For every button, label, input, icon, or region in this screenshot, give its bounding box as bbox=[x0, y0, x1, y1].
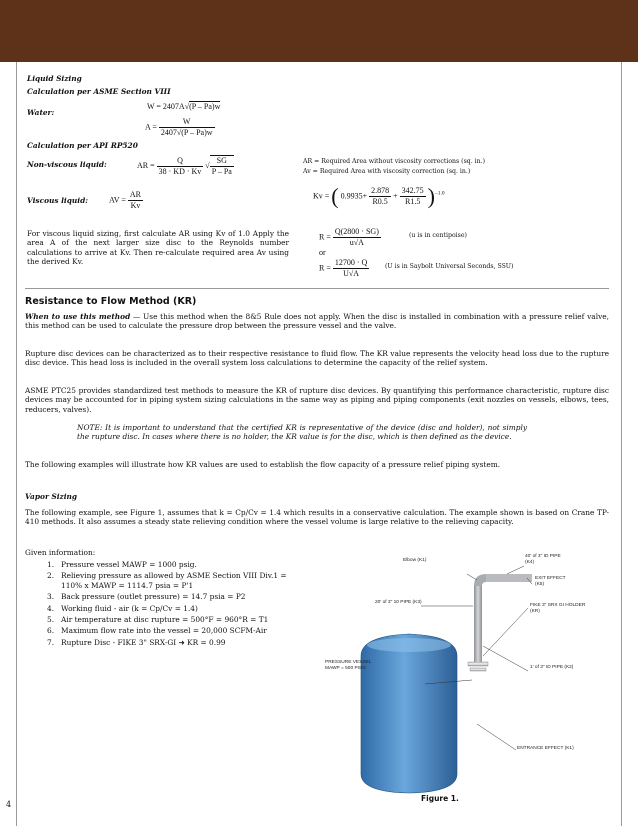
water-eq2-den: 2407 bbox=[160, 128, 177, 137]
kv-exponent: –1.0 bbox=[434, 190, 445, 197]
water-equation-1 bbox=[147, 102, 220, 112]
r2-den: U√A bbox=[343, 269, 360, 278]
nonviscous-equation: AR = $\frac{Q}{38 \cdot KD \cdot Kv}$ √ $\frac{SG}{P - Pa}$ bbox=[137, 155, 232, 176]
pipe-20ft bbox=[474, 586, 482, 662]
document-page bbox=[16, 62, 622, 826]
given-item: 2. Relieving pressure as allowed by ASME Section VIII Div.1 = 110% x MAWP = 1114.7 psia = P'1 bbox=[47, 571, 287, 590]
or-text: or bbox=[319, 248, 326, 257]
water-label: Water: bbox=[27, 108, 55, 117]
label-pipe-40: 40' of 3" ID PIPE (K4) bbox=[525, 554, 561, 565]
r1-lhs: R = bbox=[319, 232, 331, 242]
vessel-top-highlight bbox=[367, 638, 451, 652]
resistance-paragraph-2: ASME PTC25 provides standardized test methods to measure the KR of rupture disc devices. By quantifying this performance characteristic, rupture disc devices may be accounted for in piping system sizing calculations in the same way as piping and piping components (exit nozzles on vessels, elbows, tees, reducers, valves). bbox=[25, 386, 609, 414]
nonvisc-rad-num: SG bbox=[210, 156, 234, 167]
resistance-heading: Resistance to Flow Method (KR) bbox=[25, 296, 197, 307]
given-item: 5. Air temperature at disc rupture = 500°F = 960°R = T1 bbox=[47, 615, 269, 625]
kv-constant: 0.9935+ bbox=[340, 191, 368, 201]
kv-lhs: Kv = bbox=[313, 191, 330, 201]
sqrt-symbol: √ bbox=[184, 102, 190, 111]
left-paren: ( bbox=[331, 183, 339, 209]
visc-lhs: AV = bbox=[109, 195, 126, 205]
figure-caption: Figure 1. bbox=[421, 794, 459, 803]
given-item: 6. Maximum flow rate into the vessel = 20,000 SCFM-Air bbox=[47, 626, 267, 636]
given-list bbox=[47, 560, 287, 649]
water-eq2-rad: (P – Pa)w bbox=[181, 128, 213, 137]
r1-num: Q(2800 · SG) bbox=[334, 227, 379, 236]
viscous-label: Viscous liquid: bbox=[27, 196, 88, 205]
visc-den: Kv bbox=[130, 201, 141, 210]
api-heading: Calculation per API RP520 bbox=[27, 141, 138, 150]
given-item: 3. Back pressure (outlet pressure) = 14.7 psia = P2 bbox=[47, 592, 246, 602]
water-eq2-num: W bbox=[159, 117, 215, 128]
when-to-use-paragraph bbox=[25, 312, 609, 331]
label-pipe-1: 1' of 3" ID PIPE (K2) bbox=[530, 665, 574, 670]
kv-plus: + bbox=[393, 191, 398, 201]
pipe-40ft bbox=[486, 574, 532, 582]
when-lead: When to use this method bbox=[25, 312, 131, 321]
viscous-equation bbox=[109, 190, 143, 211]
liquid-sizing-heading: Liquid Sizing bbox=[27, 74, 82, 83]
label-elbow: Elbow (K1) bbox=[403, 558, 427, 563]
r1-note: (u is in centipoise) bbox=[409, 232, 467, 239]
right-paren: ) bbox=[427, 183, 435, 209]
nonvisc-rad-den: P – Pa bbox=[211, 167, 232, 176]
water-eq2-lhs: A = bbox=[145, 122, 157, 132]
label-exit-effect: EXIT EFFECT (K5) bbox=[535, 576, 566, 587]
water-eq1-lhs: W = 2407A bbox=[147, 102, 185, 111]
page-number: 4 bbox=[6, 800, 12, 809]
reynolds-eq-1 bbox=[319, 227, 381, 248]
vapor-paragraph: The following example, see Figure 1, assumes that k = Cp/Cv = 1.4 which results in a conservative calculation. The example shown is based on Crane TP-410 methods. It also assumes a steady state relieving condition where the vessel volume is large relative to the relieving capacity. bbox=[25, 508, 609, 527]
resistance-paragraph-1: Rupture disc devices can be characterized as to their respective resistance to fluid flow. The KR value represents the velocity head loss due to the rupture disc device. This head loss is included in the overall system loss calculations to determine the capacity of the relief system. bbox=[25, 349, 609, 368]
nonvisc-num: Q bbox=[157, 156, 204, 167]
label-pipe-20: 20' of 3" 10 PIPE (K3) bbox=[375, 600, 422, 605]
r2-num: 12700 · Q bbox=[334, 258, 368, 267]
reynolds-eq-2 bbox=[319, 258, 369, 279]
resistance-note: NOTE: It is important to understand that the certified KR is representative of the device (disc and holder), not simply the rupture disc. In cases where there is no holder, the KR value is for the disc, which is then defined as the device. bbox=[77, 423, 527, 442]
label-entrance-effect: ENTRANCE EFFECT (K1) bbox=[517, 746, 574, 751]
kv-equation bbox=[313, 183, 445, 209]
vapor-sizing-heading: Vapor Sizing bbox=[25, 492, 78, 501]
top-brown-band bbox=[0, 0, 638, 62]
label-pressure-vessel: PRESSURE VESSEL MAWP = 500 PSIG bbox=[325, 660, 372, 671]
ar-definition: AR = Required Area without viscosity corrections (sq. in.) bbox=[303, 158, 486, 165]
asme-heading: Calculation per ASME Section VIII bbox=[27, 87, 171, 96]
viscous-paragraph: For viscous liquid sizing, first calculate AR using Kv of 1.0 Apply the area A of the next larger size disc to the Reynolds number calculations to arrive at Kv. Then re-calculate required area Av using the derived Kv. bbox=[27, 229, 289, 267]
kv-t1-den: R0.5 bbox=[372, 197, 388, 206]
given-item: 4. Working fluid - air (k = Cp/Cv = 1.4) bbox=[47, 603, 198, 613]
r2-lhs: R = bbox=[319, 263, 331, 273]
pressure-vessel bbox=[361, 634, 457, 793]
nonvisc-lhs: AR = bbox=[137, 160, 155, 170]
kv-t1-num: 2.878 bbox=[371, 186, 390, 195]
kv-t2-num: 342.75 bbox=[401, 186, 424, 195]
visc-num: AR bbox=[129, 190, 142, 199]
water-equation-2: A = $\frac{W}{2407√(P - Pa)w}$ bbox=[145, 117, 213, 137]
r1-den: u√A bbox=[349, 238, 364, 247]
given-information: Given information: bbox=[25, 548, 96, 557]
given-item: 1. Pressure vessel MAWP = 1000 psig. bbox=[47, 560, 197, 569]
nonviscous-label: Non-viscous liquid: bbox=[27, 160, 107, 169]
section-divider bbox=[25, 288, 609, 289]
resistance-paragraph-3: The following examples will illustrate how KR values are used to establish the flow capacity of a pressure relief piping system. bbox=[25, 460, 501, 469]
holder-flange-top bbox=[470, 668, 486, 671]
given-item: 7. Rupture Disc - FIKE 3" SRX-GI ➜ KR = 0.99 bbox=[47, 637, 226, 647]
nonvisc-den: 38 · KD · Kv bbox=[158, 166, 202, 176]
av-definition: Av = Required Area with viscosity correction (sq. in.) bbox=[303, 168, 471, 175]
when-text: — Use this method when the 8&5 Rule does not apply. When the disc is installed in combination with a pressure relief valve, this method can be used to calculate the pressure drop between the pressure vessel and the valve. bbox=[25, 312, 609, 331]
r2-note: (U is in Saybolt Universal Seconds, SSU) bbox=[385, 263, 514, 270]
water-eq1-radicand: (P – Pa)w bbox=[189, 102, 221, 111]
kv-t2-den: R1.5 bbox=[404, 197, 421, 206]
holder-flange-bottom bbox=[468, 662, 488, 666]
label-holder: FIKE 3" SRX GI HOLDER (KR) bbox=[530, 603, 586, 614]
